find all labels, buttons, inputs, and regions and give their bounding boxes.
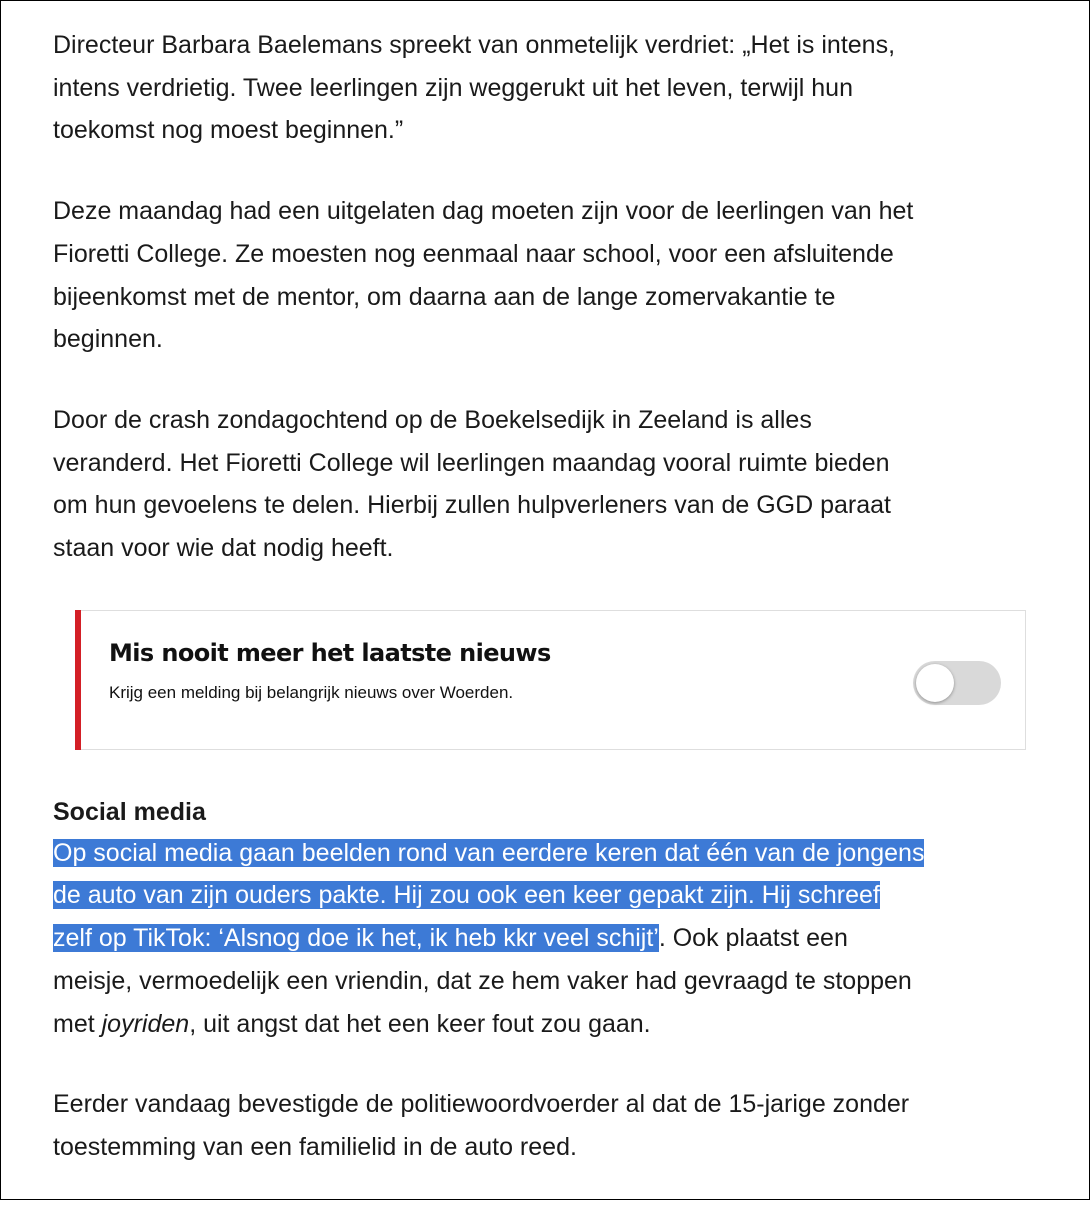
paragraph-line: bijeenkomst met de mentor, om daarna aan de lange zomervakantie te	[53, 282, 836, 311]
text-segment: met	[53, 1009, 102, 1038]
news-alert-signup-box	[75, 610, 1026, 750]
text-segment: . Ook plaatst een	[658, 924, 848, 953]
paragraph-line: staan voor wie dat nodig heeft.	[53, 534, 394, 563]
paragraph-line: beginnen.	[53, 325, 163, 354]
paragraph-line: Deze maandag had een uitgelaten dag moeten zijn voor de leerlingen van het	[53, 197, 914, 226]
paragraph-line	[53, 1003, 1053, 1046]
paragraph-line: toekomst nog moest beginnen.”	[53, 116, 404, 145]
article-body	[53, 24, 1053, 1207]
paragraph-line: Door de crash zondagochtend op de Boekelsedijk in Zeeland is alles	[53, 405, 812, 434]
article-paragraph	[53, 1083, 1053, 1168]
toggle-knob	[916, 664, 954, 702]
paragraph-line	[53, 832, 1053, 875]
paragraph-line	[53, 917, 1053, 960]
news-alert-toggle[interactable]	[913, 661, 1001, 705]
paragraph-line: toestemming van een familielid in de auto reed.	[53, 1132, 577, 1161]
selected-text: zelf op TikTok: ‘Alsnog doe ik het, ik heb kkr veel schijt’	[53, 924, 659, 953]
section-heading: Social media	[53, 797, 206, 826]
selected-text: Op social media gaan beelden rond van eerdere keren dat één van de jongens	[53, 838, 925, 867]
article-paragraph	[53, 399, 1053, 570]
news-alert-title: Mis nooit meer het laatste nieuws	[109, 638, 551, 667]
paragraph-line: Fioretti College. Ze moesten nog eenmaal naar school, voor een afsluitende	[53, 239, 894, 268]
paragraph-line	[53, 874, 1053, 917]
italic-term: joyriden	[101, 1009, 190, 1038]
accent-bar	[75, 610, 81, 750]
paragraph-line: meisje, vermoedelijk een vriendin, dat ze hem vaker had gevraagd te stoppen	[53, 966, 912, 995]
selected-text: de auto van zijn ouders pakte. Hij zou ook een keer gepakt zijn. Hij schreef	[53, 881, 880, 910]
paragraph-line: intens verdrietig. Twee leerlingen zijn weggerukt uit het leven, terwijl hun	[53, 73, 853, 102]
text-segment: , uit angst dat het een keer fout zou gaan.	[189, 1009, 651, 1038]
article-paragraph	[53, 24, 1053, 152]
article-paragraph	[53, 832, 1053, 1046]
paragraph-line: om hun gevoelens te delen. Hierbij zullen hulpverleners van de GGD paraat	[53, 491, 891, 520]
paragraph-line: Eerder vandaag bevestigde de politiewoordvoerder al dat de 15-jarige zonder	[53, 1090, 910, 1119]
paragraph-line: veranderd. Het Fioretti College wil leerlingen maandag vooral ruimte bieden	[53, 448, 890, 477]
paragraph-line: Directeur Barbara Baelemans spreekt van onmetelijk verdriet: „Het is intens,	[53, 31, 896, 59]
article-paragraph	[53, 190, 1053, 361]
news-alert-subtitle: Krijg een melding bij belangrijk nieuws over Woerden.	[109, 682, 514, 702]
